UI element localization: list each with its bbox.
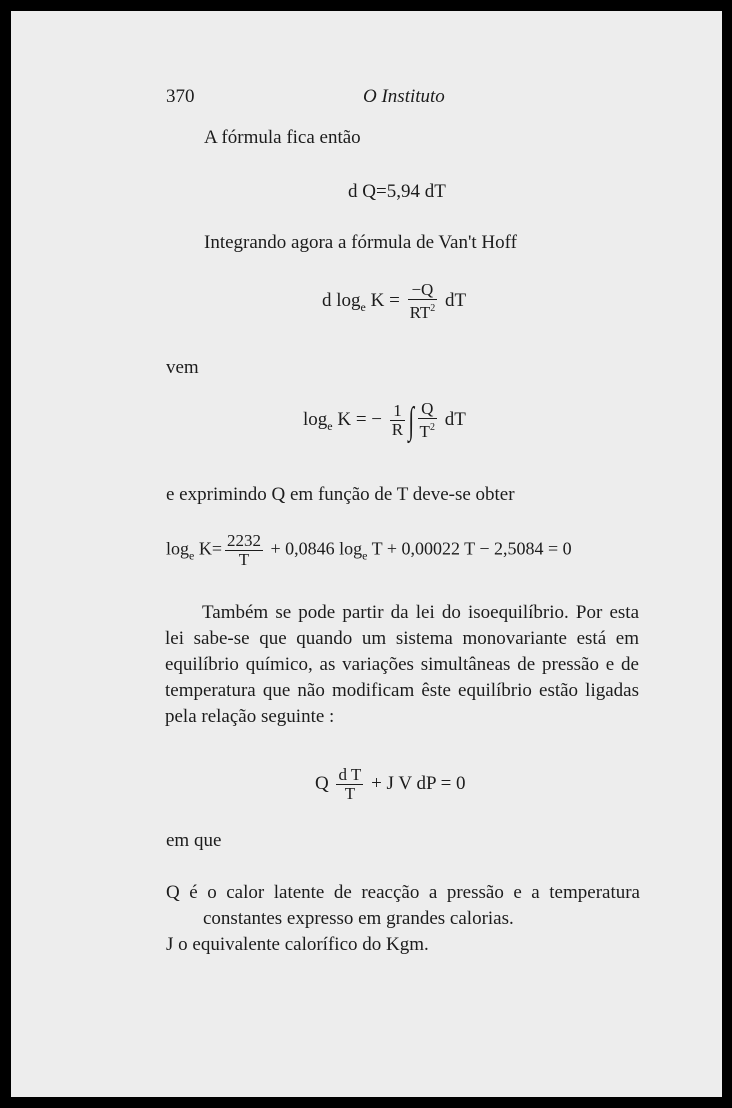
eq2-fraction	[408, 281, 438, 322]
eq2-num: −Q	[411, 280, 434, 299]
eq2-den: RT	[409, 303, 431, 322]
eq5-den: T	[336, 784, 363, 803]
paragraph-text: Também se pode partir da lei do isoequilíbrio. Por esta lei sabe-se que quando um sistema monovariante está em equilíbrio químico, as variações simultâneas de pressão e de temperatura que não modificam êste equilíbrio estão ligadas pela relação seguinte :	[165, 602, 639, 727]
equation-1	[348, 181, 446, 203]
integral-sign: ∫	[408, 399, 415, 442]
eq2-op: =	[389, 289, 400, 311]
eq4-den: T	[225, 550, 263, 569]
eq5-fraction	[336, 766, 363, 803]
page-number: 370	[166, 86, 195, 107]
eq3-fraction-2	[418, 400, 437, 441]
eq4-op: =	[211, 538, 222, 559]
eq3-num1: 1	[393, 401, 402, 420]
eq2-lhs-var: K	[370, 289, 385, 311]
express-line: e exprimindo Q em função de T deve-se obter	[166, 484, 515, 505]
equation-2	[322, 281, 466, 322]
definitions-list	[166, 880, 640, 958]
eq5-rest: + J V dP = 0	[371, 772, 466, 794]
definition-q: Q é o calor latente de reacção a pressão e a temperatura constantes expresso em grandes calorias.	[166, 882, 640, 929]
eq4-term2-prefix: + 0,0846 log	[270, 538, 363, 559]
eq3-den1: R	[391, 420, 404, 439]
isoequilibrium-paragraph	[165, 600, 639, 730]
word-vem: vem	[166, 357, 199, 378]
eq5-num: d T	[338, 765, 362, 784]
eq3-lhs-prefix: log	[303, 408, 328, 430]
eq4-term2-sub: e	[362, 548, 368, 563]
equation-4	[166, 532, 572, 569]
eq1-op: =	[375, 181, 387, 202]
eq3-lhs-var: K	[337, 408, 352, 430]
eq4-lhs-prefix: log	[166, 538, 190, 559]
eq3-op: = −	[355, 408, 383, 430]
eq3-lhs-sub: e	[327, 418, 333, 433]
eq4-lhs-sub: e	[189, 548, 195, 563]
eq4-term2-rest: T + 0,00022 T − 2,5084 = 0	[371, 538, 572, 559]
eq3-fraction-1	[390, 402, 405, 439]
eq3-den2: T	[419, 422, 430, 441]
eq4-fraction	[225, 532, 263, 569]
eq4-lhs-var: K	[198, 538, 212, 559]
eq2-den-sup: 2	[430, 303, 436, 314]
eq3-tail: dT	[444, 408, 466, 430]
intro-line: A fórmula fica então	[204, 127, 361, 148]
eq3-num2: Q	[421, 399, 434, 418]
equation-5	[315, 766, 466, 803]
eq2-lhs-prefix: d log	[322, 289, 361, 311]
eq4-num: 2232	[227, 531, 261, 550]
eq3-den2-wrap	[418, 418, 437, 441]
eq2-den-wrap	[408, 299, 438, 322]
eq3-den2-sup: 2	[429, 422, 435, 433]
eq2-lhs-sub: e	[360, 299, 366, 314]
equation-3	[303, 400, 466, 441]
vanthoff-line: Integrando agora a fórmula de Van't Hoff	[204, 232, 517, 253]
definition-j: J o equivalente calorífico do Kgm.	[166, 934, 429, 955]
eq2-tail: dT	[445, 289, 467, 311]
running-title: O Instituto	[363, 86, 445, 107]
word-em-que: em que	[166, 830, 222, 851]
eq5-lhs: Q	[315, 772, 329, 794]
eq1-rhs: 5,94 dT	[386, 181, 446, 202]
eq1-lhs: d Q	[348, 181, 376, 202]
